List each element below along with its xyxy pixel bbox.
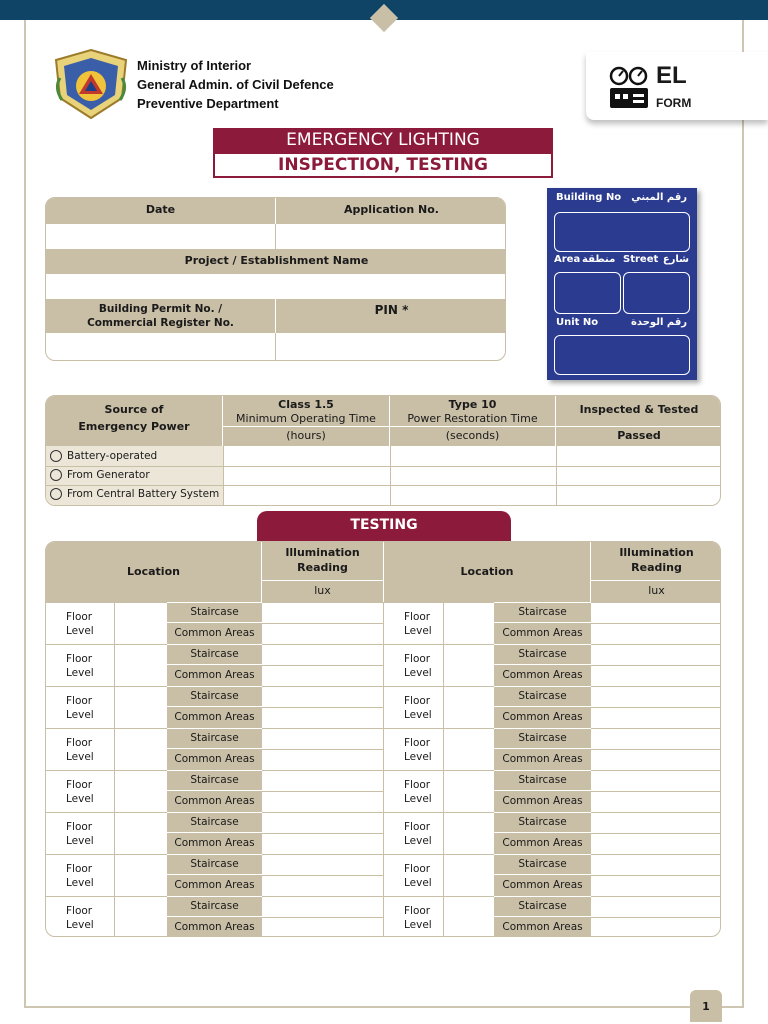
project-name-field[interactable] <box>46 274 506 299</box>
common-areas-reading-field[interactable] <box>591 749 721 770</box>
level-word: Level <box>66 835 94 847</box>
permit-label <box>46 299 276 333</box>
civil-defence-logo <box>52 48 130 120</box>
common-areas-label: Common Areas <box>167 749 262 770</box>
class-subtitle: Minimum Operating Time <box>236 412 376 425</box>
ministry-line: Ministry of Interior <box>137 58 252 73</box>
level-word: Level <box>66 751 94 763</box>
unit-no-field[interactable] <box>554 335 690 375</box>
staircase-label: Staircase <box>167 644 262 665</box>
ministry-heading <box>137 56 334 113</box>
common-areas-reading-field[interactable] <box>262 665 384 686</box>
staircase-reading-field[interactable] <box>262 602 384 623</box>
floor-level-label <box>384 896 444 937</box>
floor-level-field[interactable] <box>115 770 167 812</box>
permit-label-line: Commercial Register No. <box>87 317 234 329</box>
floor-word: Floor <box>66 821 93 833</box>
floor-level-field[interactable] <box>444 770 494 812</box>
staircase-reading-field[interactable] <box>262 770 384 791</box>
common-areas-reading-field[interactable] <box>262 749 384 770</box>
class-header <box>223 396 390 427</box>
staircase-reading-field[interactable] <box>262 812 384 833</box>
floor-word: Floor <box>404 695 431 707</box>
inspected-header: Inspected & Tested <box>556 396 721 427</box>
staircase-label: Staircase <box>167 686 262 707</box>
illumination-label: Illumination <box>285 546 360 559</box>
testing-table <box>45 541 721 937</box>
common-areas-reading-field[interactable] <box>262 623 384 644</box>
staircase-label: Staircase <box>167 728 262 749</box>
passed-label: Passed <box>556 427 721 446</box>
floor-word: Floor <box>404 863 431 875</box>
level-word: Level <box>404 751 432 763</box>
common-areas-label: Common Areas <box>494 791 591 812</box>
floor-word: Floor <box>66 695 93 707</box>
level-word: Level <box>404 667 432 679</box>
floor-word: Floor <box>66 653 93 665</box>
option-label: From Generator <box>67 469 150 481</box>
common-areas-reading-field[interactable] <box>591 623 721 644</box>
passed-field-generator[interactable] <box>557 467 721 485</box>
staircase-reading-field[interactable] <box>591 686 721 707</box>
floor-word: Floor <box>404 611 431 623</box>
staircase-label: Staircase <box>494 770 591 791</box>
common-areas-label: Common Areas <box>494 875 591 896</box>
common-areas-label: Common Areas <box>167 707 262 728</box>
floor-word: Floor <box>66 779 93 791</box>
form-label: FORM <box>656 96 692 110</box>
common-areas-reading-field[interactable] <box>262 791 384 812</box>
source-label <box>46 396 223 446</box>
project-name-label: Project / Establishment Name <box>46 249 506 274</box>
floor-level-field[interactable] <box>115 602 167 644</box>
staircase-reading-field[interactable] <box>591 602 721 623</box>
staircase-label: Staircase <box>494 644 591 665</box>
unit-no-label-ar: رقم الوحدة <box>631 317 687 328</box>
common-areas-reading-field[interactable] <box>591 917 721 937</box>
staircase-reading-field[interactable] <box>262 728 384 749</box>
common-areas-reading-field[interactable] <box>591 875 721 896</box>
radio-icon[interactable] <box>50 469 62 481</box>
class-field-battery[interactable] <box>224 446 390 466</box>
pin-field[interactable] <box>276 333 506 361</box>
level-word: Level <box>404 835 432 847</box>
floor-level-label <box>46 896 115 937</box>
floor-level-label <box>46 770 115 812</box>
ministry-line: Preventive Department <box>137 96 279 111</box>
application-no-field[interactable] <box>276 224 506 249</box>
area-label-ar: منطقة <box>582 254 616 265</box>
floor-word: Floor <box>66 737 93 749</box>
common-areas-label: Common Areas <box>167 623 262 644</box>
option-label: From Central Battery System <box>67 488 220 500</box>
level-word: Level <box>404 793 432 805</box>
common-areas-label: Common Areas <box>167 833 262 854</box>
staircase-reading-field[interactable] <box>262 854 384 875</box>
staircase-reading-field[interactable] <box>262 644 384 665</box>
testing-tab: TESTING <box>257 511 511 541</box>
floor-level-field[interactable] <box>115 728 167 770</box>
staircase-label: Staircase <box>167 854 262 875</box>
floor-level-field[interactable] <box>115 854 167 896</box>
staircase-label: Staircase <box>167 812 262 833</box>
floor-level-field[interactable] <box>444 728 494 770</box>
type-field-central[interactable] <box>391 486 556 506</box>
staircase-reading-field[interactable] <box>262 686 384 707</box>
level-word: Level <box>66 709 94 721</box>
common-areas-label: Common Areas <box>494 833 591 854</box>
area-field[interactable] <box>554 272 621 314</box>
floor-word: Floor <box>66 863 93 875</box>
level-word: Level <box>66 877 94 889</box>
floor-level-field[interactable] <box>115 812 167 854</box>
illumination-header-left <box>262 542 384 581</box>
floor-word: Floor <box>404 821 431 833</box>
staircase-reading-field[interactable] <box>591 644 721 665</box>
area-label: Area <box>554 254 581 265</box>
common-areas-reading-field[interactable] <box>262 707 384 728</box>
unit-no-label: Unit No <box>556 317 599 328</box>
floor-level-field[interactable] <box>444 896 494 937</box>
form-badge <box>586 52 768 120</box>
floor-word: Floor <box>404 779 431 791</box>
ministry-line: General Admin. of Civil Defence <box>137 77 334 92</box>
illumination-label: Reading <box>631 561 682 574</box>
floor-level-label <box>384 686 444 728</box>
common-areas-label: Common Areas <box>167 665 262 686</box>
option-central-battery[interactable] <box>50 485 222 504</box>
option-generator[interactable] <box>50 466 222 485</box>
floor-level-label <box>384 770 444 812</box>
staircase-label: Staircase <box>494 602 591 623</box>
class-field-central[interactable] <box>224 486 390 506</box>
staircase-label: Staircase <box>167 770 262 791</box>
staircase-label: Staircase <box>167 896 262 917</box>
staircase-label: Staircase <box>494 728 591 749</box>
class-unit: (hours) <box>223 427 390 446</box>
level-word: Level <box>404 625 432 637</box>
page-number: 1 <box>690 990 722 1022</box>
floor-level-label <box>384 728 444 770</box>
lux-unit-right: lux <box>591 581 721 602</box>
common-areas-reading-field[interactable] <box>262 833 384 854</box>
staircase-label: Staircase <box>494 896 591 917</box>
power-source-box <box>45 395 721 506</box>
address-panel <box>547 188 697 380</box>
common-areas-reading-field[interactable] <box>591 833 721 854</box>
floor-level-field[interactable] <box>444 686 494 728</box>
building-no-field[interactable] <box>554 212 690 252</box>
floor-level-field[interactable] <box>444 602 494 644</box>
type-title: Type 10 <box>448 398 497 411</box>
floor-level-field[interactable] <box>115 644 167 686</box>
floor-level-field[interactable] <box>444 644 494 686</box>
form-title-line2: INSPECTION, TESTING <box>213 152 553 178</box>
date-label: Date <box>46 198 276 224</box>
illumination-label: Illumination <box>619 546 694 559</box>
floor-word: Floor <box>404 653 431 665</box>
form-title-line1: EMERGENCY LIGHTING <box>213 128 553 152</box>
form-code: EL <box>656 62 687 89</box>
common-areas-label: Common Areas <box>494 707 591 728</box>
floor-level-label <box>46 686 115 728</box>
floor-level-field[interactable] <box>115 686 167 728</box>
common-areas-reading-field[interactable] <box>591 707 721 728</box>
illumination-label: Reading <box>297 561 348 574</box>
staircase-label: Staircase <box>494 686 591 707</box>
common-areas-label: Common Areas <box>494 749 591 770</box>
common-areas-label: Common Areas <box>167 791 262 812</box>
level-word: Level <box>404 919 432 931</box>
floor-level-label <box>384 602 444 644</box>
type-subtitle: Power Restoration Time <box>407 412 538 425</box>
level-word: Level <box>404 709 432 721</box>
application-no-label: Application No. <box>276 198 506 224</box>
staircase-reading-field[interactable] <box>591 896 721 917</box>
pin-label: PIN * <box>276 299 506 333</box>
street-label-ar: شارع <box>662 254 689 265</box>
level-word: Level <box>66 625 94 637</box>
common-areas-label: Common Areas <box>167 875 262 896</box>
street-field[interactable] <box>623 272 690 314</box>
building-no-label-ar: رقم المبني <box>631 192 687 203</box>
building-no-label: Building No <box>556 192 622 203</box>
floor-level-label <box>384 644 444 686</box>
level-word: Level <box>66 793 94 805</box>
type-field-battery[interactable] <box>391 446 556 466</box>
floor-level-label <box>46 602 115 644</box>
level-word: Level <box>404 877 432 889</box>
common-areas-reading-field[interactable] <box>262 917 384 937</box>
staircase-label: Staircase <box>494 812 591 833</box>
class-title: Class 1.5 <box>278 398 334 411</box>
level-word: Level <box>66 667 94 679</box>
floor-level-label <box>384 854 444 896</box>
source-label-line: Emergency Power <box>78 420 190 433</box>
floor-level-label <box>384 812 444 854</box>
common-areas-label: Common Areas <box>494 665 591 686</box>
floor-level-label <box>46 644 115 686</box>
option-label: Battery-operated <box>67 450 158 462</box>
permit-field[interactable] <box>46 333 276 361</box>
class-field-generator[interactable] <box>224 467 390 485</box>
date-field[interactable] <box>46 224 276 249</box>
common-areas-reading-field[interactable] <box>262 875 384 896</box>
passed-field-battery[interactable] <box>557 446 721 466</box>
location-header-left: Location <box>46 542 262 602</box>
lux-unit-left: lux <box>262 581 384 602</box>
type-header <box>390 396 556 427</box>
floor-word: Floor <box>404 905 431 917</box>
source-label-line: Source of <box>104 403 164 416</box>
level-word: Level <box>66 919 94 931</box>
illumination-header-right <box>591 542 721 581</box>
location-header-right: Location <box>384 542 591 602</box>
common-areas-reading-field[interactable] <box>591 665 721 686</box>
staircase-reading-field[interactable] <box>591 770 721 791</box>
floor-word: Floor <box>404 737 431 749</box>
staircase-reading-field[interactable] <box>591 728 721 749</box>
passed-field-central[interactable] <box>557 486 721 506</box>
floor-word: Floor <box>66 905 93 917</box>
street-label: Street <box>623 254 659 265</box>
type-unit: (seconds) <box>390 427 556 446</box>
application-info-box <box>45 197 506 361</box>
staircase-reading-field[interactable] <box>591 854 721 875</box>
floor-level-label <box>46 854 115 896</box>
type-field-generator[interactable] <box>391 467 556 485</box>
floor-level-field[interactable] <box>115 896 167 937</box>
staircase-label: Staircase <box>167 602 262 623</box>
common-areas-label: Common Areas <box>494 623 591 644</box>
floor-word: Floor <box>66 611 93 623</box>
common-areas-label: Common Areas <box>167 917 262 937</box>
floor-level-field[interactable] <box>444 812 494 854</box>
staircase-label: Staircase <box>494 854 591 875</box>
common-areas-label: Common Areas <box>494 917 591 937</box>
floor-level-field[interactable] <box>444 854 494 896</box>
permit-label-line: Building Permit No. / <box>98 303 223 315</box>
floor-level-label <box>46 728 115 770</box>
common-areas-reading-field[interactable] <box>591 791 721 812</box>
floor-level-label <box>46 812 115 854</box>
gauge-meter-icon <box>608 66 650 110</box>
staircase-reading-field[interactable] <box>591 812 721 833</box>
option-battery[interactable] <box>50 447 222 466</box>
staircase-reading-field[interactable] <box>262 896 384 917</box>
radio-icon[interactable] <box>50 450 62 462</box>
radio-icon[interactable] <box>50 488 62 500</box>
